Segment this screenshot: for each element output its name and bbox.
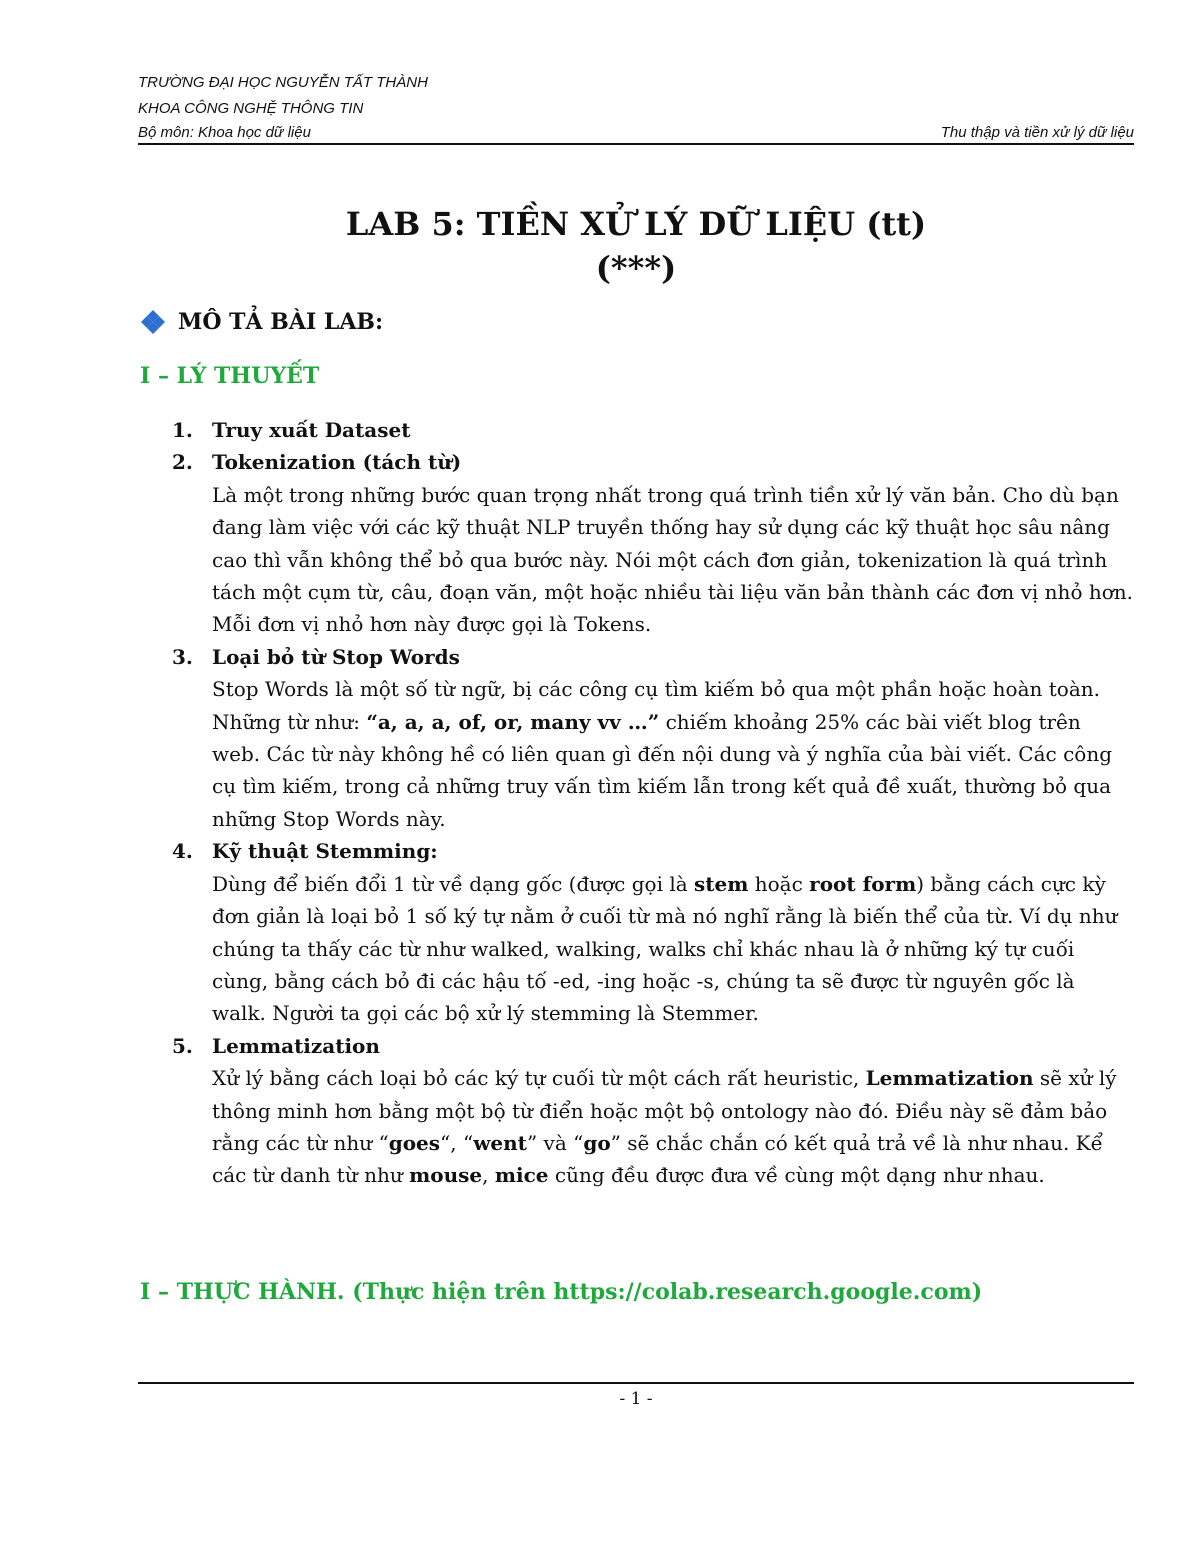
section-theory-heading: I – LÝ THUYẾT [140, 363, 320, 389]
item-paragraph: Stop Words là một số từ ngữ, bị các công cụ tìm kiếm bỏ qua một phần hoặc hoàn toàn. Những từ như: “a, a, a, of, or, many vv …” chiếm khoảng 25% các bài viết blog trên web. Các từ này không hề có liên quan gì đến nội dung và ý nghĩa của bài viết. Các công cụ tìm kiếm, trong cả những truy vấn tìm kiếm lẫn trong kết quả đề xuất, thường bỏ qua những Stop Words này. [212, 677, 1113, 831]
item-title: Truy xuất Dataset [212, 418, 411, 442]
theory-list [172, 414, 1134, 1192]
page-title: LAB 5: TIỀN XỬ LÝ DỮ LIỆU (tt) [345, 205, 927, 243]
page-subtitle: (***) [595, 249, 677, 287]
item-paragraph: Là một trong những bước quan trọng nhất trong quá trình tiền xử lý văn bản. Cho dù bạn đang làm việc với các kỹ thuật NLP truyền thống hay sử dụng các kỹ thuật học sâu nâng cao thì vẫn không thể bỏ qua bước này. Nói một cách đơn giản, tokenization là quá trình tách một cụm từ, câu, đoạn văn, một hoặc nhiều tài liệu văn bản thành các đơn vị nhỏ hơn. Mỗi đơn vị nhỏ hơn này được gọi là Tokens. [212, 482, 1133, 637]
header-department: Bộ môn: Khoa học dữ liệu [138, 124, 311, 141]
header-course: Thu thập và tiền xử lý dữ liệu [940, 124, 1134, 141]
item-title: Loại bỏ từ Stop Words [212, 644, 460, 669]
section-practice-heading: I – THỰC HÀNH. (Thực hiện trên https://colab.research.google.com) [140, 1279, 983, 1305]
item-title: Tokenization (tách từ) [212, 450, 462, 475]
item-title: Lemmatization [212, 1033, 380, 1058]
diamond-bullet-icon [140, 309, 166, 335]
item-number: 5. [172, 1033, 193, 1058]
item-number: 1. [172, 418, 193, 442]
list-item [172, 446, 1134, 640]
list-item [172, 835, 1134, 1029]
description-heading-text: MÔ TẢ BÀI LAB: [178, 309, 384, 335]
item-number: 4. [172, 839, 193, 864]
list-item [172, 414, 1134, 446]
header-university: TRƯỜNG ĐẠI HỌC NGUYỄN TẤT THÀNH [138, 74, 428, 91]
list-item [172, 641, 1134, 835]
header-divider [138, 143, 1134, 145]
header-faculty: KHOA CÔNG NGHỆ THÔNG TIN [138, 100, 364, 117]
list-item [172, 1030, 1134, 1192]
item-paragraph: Dùng để biến đổi 1 từ về dạng gốc (được gọi là stem hoặc root form) bằng cách cực kỳ đơn giản là loại bỏ 1 số ký tự nằm ở cuối từ mà nó nghĩ rằng là biến thể của từ. Ví dụ như chúng ta thấy các từ như walked, walking, walks chỉ khác nhau là ở những ký tự cuối cùng, bằng cách bỏ đi các hậu tố -ed, -ing hoặc -s, chúng ta sẽ được từ nguyên gốc là walk. Người ta gọi các bộ xử lý stemming là Stemmer. [212, 871, 1118, 1026]
item-title: Kỹ thuật Stemming: [212, 839, 438, 864]
item-paragraph: Xử lý bằng cách loại bỏ các ký tự cuối từ một cách rất heuristic, Lemmatization sẽ xử lý thông minh hơn bằng một bộ từ điển hoặc một bộ ontology nào đó. Điều này sẽ đảm bảo rằng các từ như “goes“, “went” và “go” sẽ chắc chắn có kết quả trả về là như nhau. Kể các từ danh từ như mouse, mice cũng đều được đưa về cùng một dạng như nhau. [212, 1066, 1117, 1188]
page-number: - 1 - [619, 1389, 653, 1409]
item-number: 2. [172, 450, 193, 475]
item-number: 3. [172, 644, 193, 669]
description-heading [140, 306, 383, 338]
